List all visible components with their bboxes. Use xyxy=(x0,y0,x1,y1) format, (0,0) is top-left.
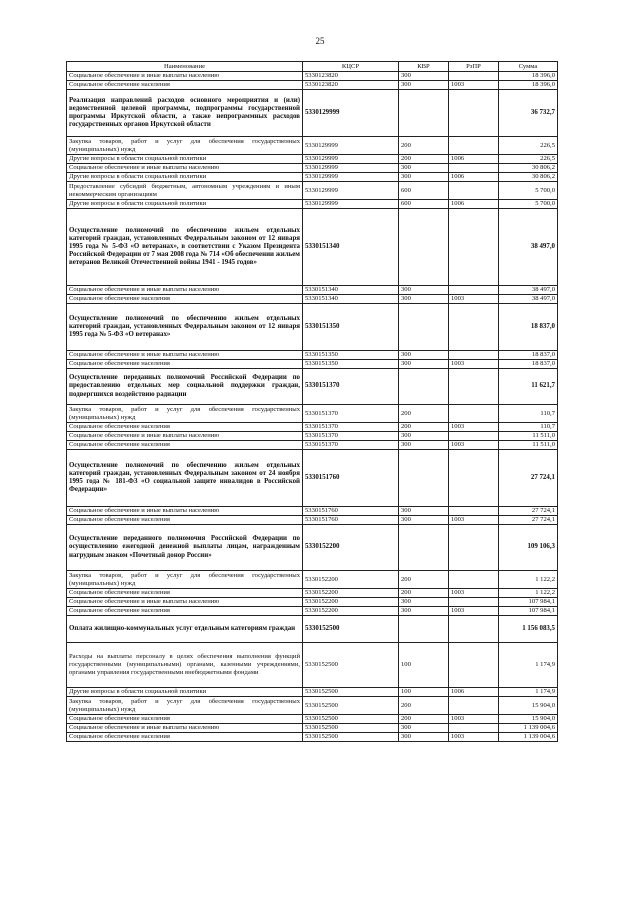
cell-name: Другие вопросы в области социальной политики xyxy=(67,688,303,697)
cell-kcsr: 5330151370 xyxy=(303,405,399,423)
cell-name: Социальное обеспечение населения xyxy=(67,607,303,616)
cell-kvr xyxy=(399,304,449,351)
cell-rzpr xyxy=(449,209,499,286)
cell-kcsr: 5330152500 xyxy=(303,697,399,715)
cell-name: Другие вопросы в области социальной политики xyxy=(67,155,303,164)
cell-rzpr: 1003 xyxy=(449,715,499,724)
header-sum: Сумма xyxy=(499,62,558,72)
cell-name: Оплата жилищно-коммунальных услуг отдельным категориям граждан xyxy=(67,616,303,643)
cell-rzpr: 1006 xyxy=(449,173,499,182)
table-row xyxy=(67,155,558,164)
table-row xyxy=(67,571,558,589)
cell-kcsr: 5330129999 xyxy=(303,164,399,173)
cell-name: Социальное обеспечение и иные выплаты населению xyxy=(67,507,303,516)
cell-kvr: 300 xyxy=(399,733,449,742)
cell-sum: 27 724,1 xyxy=(499,507,558,516)
cell-sum: 18 396,0 xyxy=(499,72,558,81)
header-kcsr: КЦСР xyxy=(303,62,399,72)
table-row xyxy=(67,525,558,571)
cell-name: Социальное обеспечение населения xyxy=(67,441,303,450)
cell-kvr: 200 xyxy=(399,137,449,155)
cell-rzpr: 1006 xyxy=(449,155,499,164)
cell-kcsr: 5330151760 xyxy=(303,516,399,525)
cell-sum: 27 724,1 xyxy=(499,516,558,525)
cell-rzpr xyxy=(449,697,499,715)
cell-kvr xyxy=(399,209,449,286)
cell-rzpr xyxy=(449,598,499,607)
cell-kvr: 300 xyxy=(399,516,449,525)
cell-kvr: 200 xyxy=(399,589,449,598)
cell-name: Закупка товаров, работ и услуг для обеспечения государственных (муниципальных) нужд xyxy=(67,571,303,589)
cell-kvr xyxy=(399,525,449,571)
table-row xyxy=(67,369,558,405)
cell-kvr xyxy=(399,450,449,507)
cell-name: Закупка товаров, работ и услуг для обеспечения государственных (муниципальных) нужд xyxy=(67,697,303,715)
cell-sum: 226,5 xyxy=(499,155,558,164)
table-row xyxy=(67,164,558,173)
cell-sum: 110,7 xyxy=(499,423,558,432)
table-row xyxy=(67,589,558,598)
cell-kcsr: 5330129999 xyxy=(303,182,399,200)
header-kvr: КВР xyxy=(399,62,449,72)
cell-name: Социальное обеспечение населения xyxy=(67,81,303,90)
cell-kcsr: 5330152200 xyxy=(303,525,399,571)
cell-kcsr: 5330152500 xyxy=(303,643,399,688)
cell-kvr: 300 xyxy=(399,441,449,450)
cell-kvr: 300 xyxy=(399,598,449,607)
cell-kcsr: 5330151350 xyxy=(303,304,399,351)
cell-kvr: 300 xyxy=(399,81,449,90)
cell-sum: 1 139 004,6 xyxy=(499,733,558,742)
cell-kvr xyxy=(399,90,449,137)
cell-kcsr: 5330151760 xyxy=(303,450,399,507)
cell-rzpr: 1003 xyxy=(449,295,499,304)
cell-kvr xyxy=(399,369,449,405)
table-row xyxy=(67,516,558,525)
cell-kcsr: 5330152500 xyxy=(303,688,399,697)
cell-rzpr xyxy=(449,137,499,155)
cell-kcsr: 5330129999 xyxy=(303,155,399,164)
cell-rzpr: 1006 xyxy=(449,200,499,209)
cell-rzpr xyxy=(449,286,499,295)
cell-kvr: 200 xyxy=(399,405,449,423)
cell-rzpr xyxy=(449,616,499,643)
cell-sum: 18 396,0 xyxy=(499,81,558,90)
cell-name: Закупка товаров, работ и услуг для обеспечения государственных (муниципальных) нужд xyxy=(67,137,303,155)
cell-rzpr xyxy=(449,507,499,516)
cell-sum: 107 984,1 xyxy=(499,598,558,607)
cell-kcsr: 5330152200 xyxy=(303,598,399,607)
cell-name: Осуществление полномочий по обеспечению жильем отдельных категорий граждан, установленных Федеральным законом от 12 января 1995 года № 5-ФЗ «О ветеранах», в соответствии с Указом Президента Российской Федерации от 7 мая 2008 года № 714 «Об обеспечении жильем ветеранов Великой Отечественной войны 1941 - 1945 годов» xyxy=(67,209,303,286)
cell-kvr: 100 xyxy=(399,643,449,688)
cell-rzpr: 1003 xyxy=(449,441,499,450)
cell-kvr: 300 xyxy=(399,360,449,369)
cell-rzpr xyxy=(449,405,499,423)
cell-rzpr xyxy=(449,304,499,351)
cell-name: Расходы на выплаты персоналу в целях обеспечения выполнения функций государственными (муниципальными) органами, казенными учреждениями, органами управления государственными внебюджетными фондами xyxy=(67,643,303,688)
cell-kvr: 100 xyxy=(399,688,449,697)
cell-sum: 18 837,0 xyxy=(499,351,558,360)
cell-kcsr: 5330151370 xyxy=(303,369,399,405)
cell-kvr: 300 xyxy=(399,607,449,616)
cell-sum: 107 984,1 xyxy=(499,607,558,616)
cell-rzpr xyxy=(449,571,499,589)
cell-kcsr: 5330151370 xyxy=(303,441,399,450)
table-row xyxy=(67,360,558,369)
cell-kcsr: 5330151760 xyxy=(303,507,399,516)
cell-sum: 38 497,0 xyxy=(499,209,558,286)
cell-kcsr: 5330152200 xyxy=(303,607,399,616)
cell-sum: 18 837,0 xyxy=(499,360,558,369)
cell-rzpr: 1003 xyxy=(449,423,499,432)
cell-name: Осуществление полномочий по обеспечению жильем отдельных категорий граждан, установленных Федеральным законом от 12 января 1995 года № 5-ФЗ «О ветеранах» xyxy=(67,304,303,351)
cell-rzpr: 1003 xyxy=(449,360,499,369)
cell-name: Предоставление субсидий бюджетным, автономным учреждениям и иным некоммерческим организациям xyxy=(67,182,303,200)
cell-kvr: 600 xyxy=(399,182,449,200)
cell-name: Социальное обеспечение и иные выплаты населению xyxy=(67,72,303,81)
cell-name: Осуществление переданного полномочия Российской Федерации по осуществлению ежегодной денежной выплаты лицам, награжденным нагрудным знаком «Почетный донор России» xyxy=(67,525,303,571)
cell-rzpr xyxy=(449,72,499,81)
cell-kcsr: 5330152500 xyxy=(303,733,399,742)
cell-rzpr xyxy=(449,164,499,173)
cell-kvr: 200 xyxy=(399,155,449,164)
cell-name: Реализация направлений расходов основного мероприятия и (или) ведомственной целевой программы, подпрограммы государственной программы Иркутской области, а также непрограммных расходов государственных органов Иркутской области xyxy=(67,90,303,137)
page-number: 25 xyxy=(315,36,325,46)
header-rzpr: РзПР xyxy=(449,62,499,72)
cell-sum: 1 122,2 xyxy=(499,589,558,598)
cell-name: Социальное обеспечение и иные выплаты населению xyxy=(67,432,303,441)
cell-sum: 15 904,0 xyxy=(499,715,558,724)
cell-kcsr: 5330152500 xyxy=(303,616,399,643)
cell-name: Осуществление переданных полномочий Российской Федерации по предоставлению отдельных мер социальной поддержки граждан, подвергшихся воздействию радиации xyxy=(67,369,303,405)
cell-kcsr: 5330151340 xyxy=(303,286,399,295)
table-row xyxy=(67,90,558,137)
cell-kcsr: 5330152500 xyxy=(303,724,399,733)
cell-sum: 15 904,0 xyxy=(499,697,558,715)
cell-kcsr: 5330129999 xyxy=(303,173,399,182)
cell-name: Социальное обеспечение и иные выплаты населению xyxy=(67,286,303,295)
cell-rzpr xyxy=(449,525,499,571)
table-header-row xyxy=(67,62,558,72)
cell-sum: 109 106,3 xyxy=(499,525,558,571)
cell-name: Осуществление полномочий по обеспечению жильем отдельных категорий граждан, установленных Федеральным законом от 24 ноября 1995 года № 181-ФЗ «О социальной защите инвалидов в Российской Федерации» xyxy=(67,450,303,507)
cell-rzpr xyxy=(449,351,499,360)
table-row xyxy=(67,733,558,742)
table-row xyxy=(67,423,558,432)
cell-kcsr: 5330151370 xyxy=(303,423,399,432)
cell-name: Социальное обеспечение и иные выплаты населению xyxy=(67,598,303,607)
table-row xyxy=(67,643,558,688)
table-body xyxy=(67,72,558,742)
cell-rzpr: 1003 xyxy=(449,516,499,525)
cell-name: Закупка товаров, работ и услуг для обеспечения государственных (муниципальных) нужд xyxy=(67,405,303,423)
table-row xyxy=(67,81,558,90)
cell-sum: 30 806,2 xyxy=(499,164,558,173)
cell-kcsr: 5330129999 xyxy=(303,200,399,209)
cell-kcsr: 5330151350 xyxy=(303,351,399,360)
cell-sum: 27 724,1 xyxy=(499,450,558,507)
cell-name: Социальное обеспечение и иные выплаты населению xyxy=(67,351,303,360)
cell-sum: 18 837,0 xyxy=(499,304,558,351)
cell-kvr: 300 xyxy=(399,351,449,360)
table-row xyxy=(67,351,558,360)
cell-name: Социальное обеспечение и иные выплаты населению xyxy=(67,724,303,733)
table-row xyxy=(67,200,558,209)
cell-name: Социальное обеспечение населения xyxy=(67,516,303,525)
table-row xyxy=(67,616,558,643)
cell-kvr: 300 xyxy=(399,432,449,441)
cell-rzpr: 1003 xyxy=(449,589,499,598)
cell-name: Социальное обеспечение населения xyxy=(67,295,303,304)
cell-kcsr: 5330151340 xyxy=(303,209,399,286)
cell-rzpr xyxy=(449,432,499,441)
cell-kcsr: 5330151370 xyxy=(303,432,399,441)
cell-rzpr xyxy=(449,450,499,507)
cell-kvr: 300 xyxy=(399,72,449,81)
cell-name: Социальное обеспечение и иные выплаты населению xyxy=(67,164,303,173)
cell-sum: 1 156 083,5 xyxy=(499,616,558,643)
cell-kcsr: 5330152500 xyxy=(303,715,399,724)
cell-rzpr xyxy=(449,369,499,405)
table-row xyxy=(67,295,558,304)
cell-sum: 1 174,9 xyxy=(499,688,558,697)
cell-sum: 38 497,0 xyxy=(499,286,558,295)
cell-kcsr: 5330151350 xyxy=(303,360,399,369)
cell-sum: 1 174,9 xyxy=(499,643,558,688)
cell-name: Социальное обеспечение населения xyxy=(67,589,303,598)
cell-sum: 1 139 004,6 xyxy=(499,724,558,733)
cell-kvr: 300 xyxy=(399,286,449,295)
table-row xyxy=(67,697,558,715)
table-row xyxy=(67,715,558,724)
cell-sum: 38 497,0 xyxy=(499,295,558,304)
cell-kvr: 300 xyxy=(399,173,449,182)
cell-rzpr: 1006 xyxy=(449,688,499,697)
cell-rzpr: 1003 xyxy=(449,607,499,616)
cell-kvr: 200 xyxy=(399,423,449,432)
table-row xyxy=(67,286,558,295)
cell-kcsr: 5330152200 xyxy=(303,571,399,589)
header-name: Наименование xyxy=(67,62,303,72)
cell-name: Социальное обеспечение населения xyxy=(67,423,303,432)
cell-kvr: 300 xyxy=(399,507,449,516)
cell-sum: 226,5 xyxy=(499,137,558,155)
table-row xyxy=(67,173,558,182)
cell-sum: 5 700,0 xyxy=(499,182,558,200)
table-row xyxy=(67,72,558,81)
table-row xyxy=(67,607,558,616)
cell-kvr: 200 xyxy=(399,697,449,715)
table-row xyxy=(67,405,558,423)
cell-kcsr: 5330123820 xyxy=(303,81,399,90)
budget-table xyxy=(66,61,558,742)
table-row xyxy=(67,182,558,200)
table-row xyxy=(67,724,558,733)
cell-kvr: 200 xyxy=(399,571,449,589)
table-row xyxy=(67,441,558,450)
cell-rzpr xyxy=(449,182,499,200)
cell-kcsr: 5330151340 xyxy=(303,295,399,304)
cell-kvr: 300 xyxy=(399,295,449,304)
cell-sum: 11 621,7 xyxy=(499,369,558,405)
cell-name: Социальное обеспечение населения xyxy=(67,715,303,724)
cell-sum: 36 732,7 xyxy=(499,90,558,137)
table-row xyxy=(67,688,558,697)
cell-kvr xyxy=(399,616,449,643)
cell-kcsr: 5330123820 xyxy=(303,72,399,81)
cell-kvr: 200 xyxy=(399,715,449,724)
table-row xyxy=(67,432,558,441)
table-row xyxy=(67,507,558,516)
cell-sum: 11 511,0 xyxy=(499,441,558,450)
cell-kvr: 300 xyxy=(399,164,449,173)
cell-name: Другие вопросы в области социальной политики xyxy=(67,200,303,209)
cell-name: Социальное обеспечение населения xyxy=(67,360,303,369)
cell-kcsr: 5330129999 xyxy=(303,137,399,155)
cell-rzpr: 1003 xyxy=(449,733,499,742)
cell-kcsr: 5330129999 xyxy=(303,90,399,137)
table-row xyxy=(67,598,558,607)
cell-sum: 30 806,2 xyxy=(499,173,558,182)
cell-sum: 5 700,0 xyxy=(499,200,558,209)
table-row xyxy=(67,209,558,286)
cell-sum: 1 122,2 xyxy=(499,571,558,589)
table-row xyxy=(67,450,558,507)
cell-rzpr xyxy=(449,724,499,733)
table-row xyxy=(67,137,558,155)
cell-sum: 11 511,0 xyxy=(499,432,558,441)
cell-kcsr: 5330152200 xyxy=(303,589,399,598)
cell-rzpr: 1003 xyxy=(449,81,499,90)
cell-name: Социальное обеспечение населения xyxy=(67,733,303,742)
cell-sum: 110,7 xyxy=(499,405,558,423)
cell-kvr: 600 xyxy=(399,200,449,209)
cell-kvr: 300 xyxy=(399,724,449,733)
table-row xyxy=(67,304,558,351)
cell-name: Другие вопросы в области социальной политики xyxy=(67,173,303,182)
cell-rzpr xyxy=(449,90,499,137)
cell-rzpr xyxy=(449,643,499,688)
